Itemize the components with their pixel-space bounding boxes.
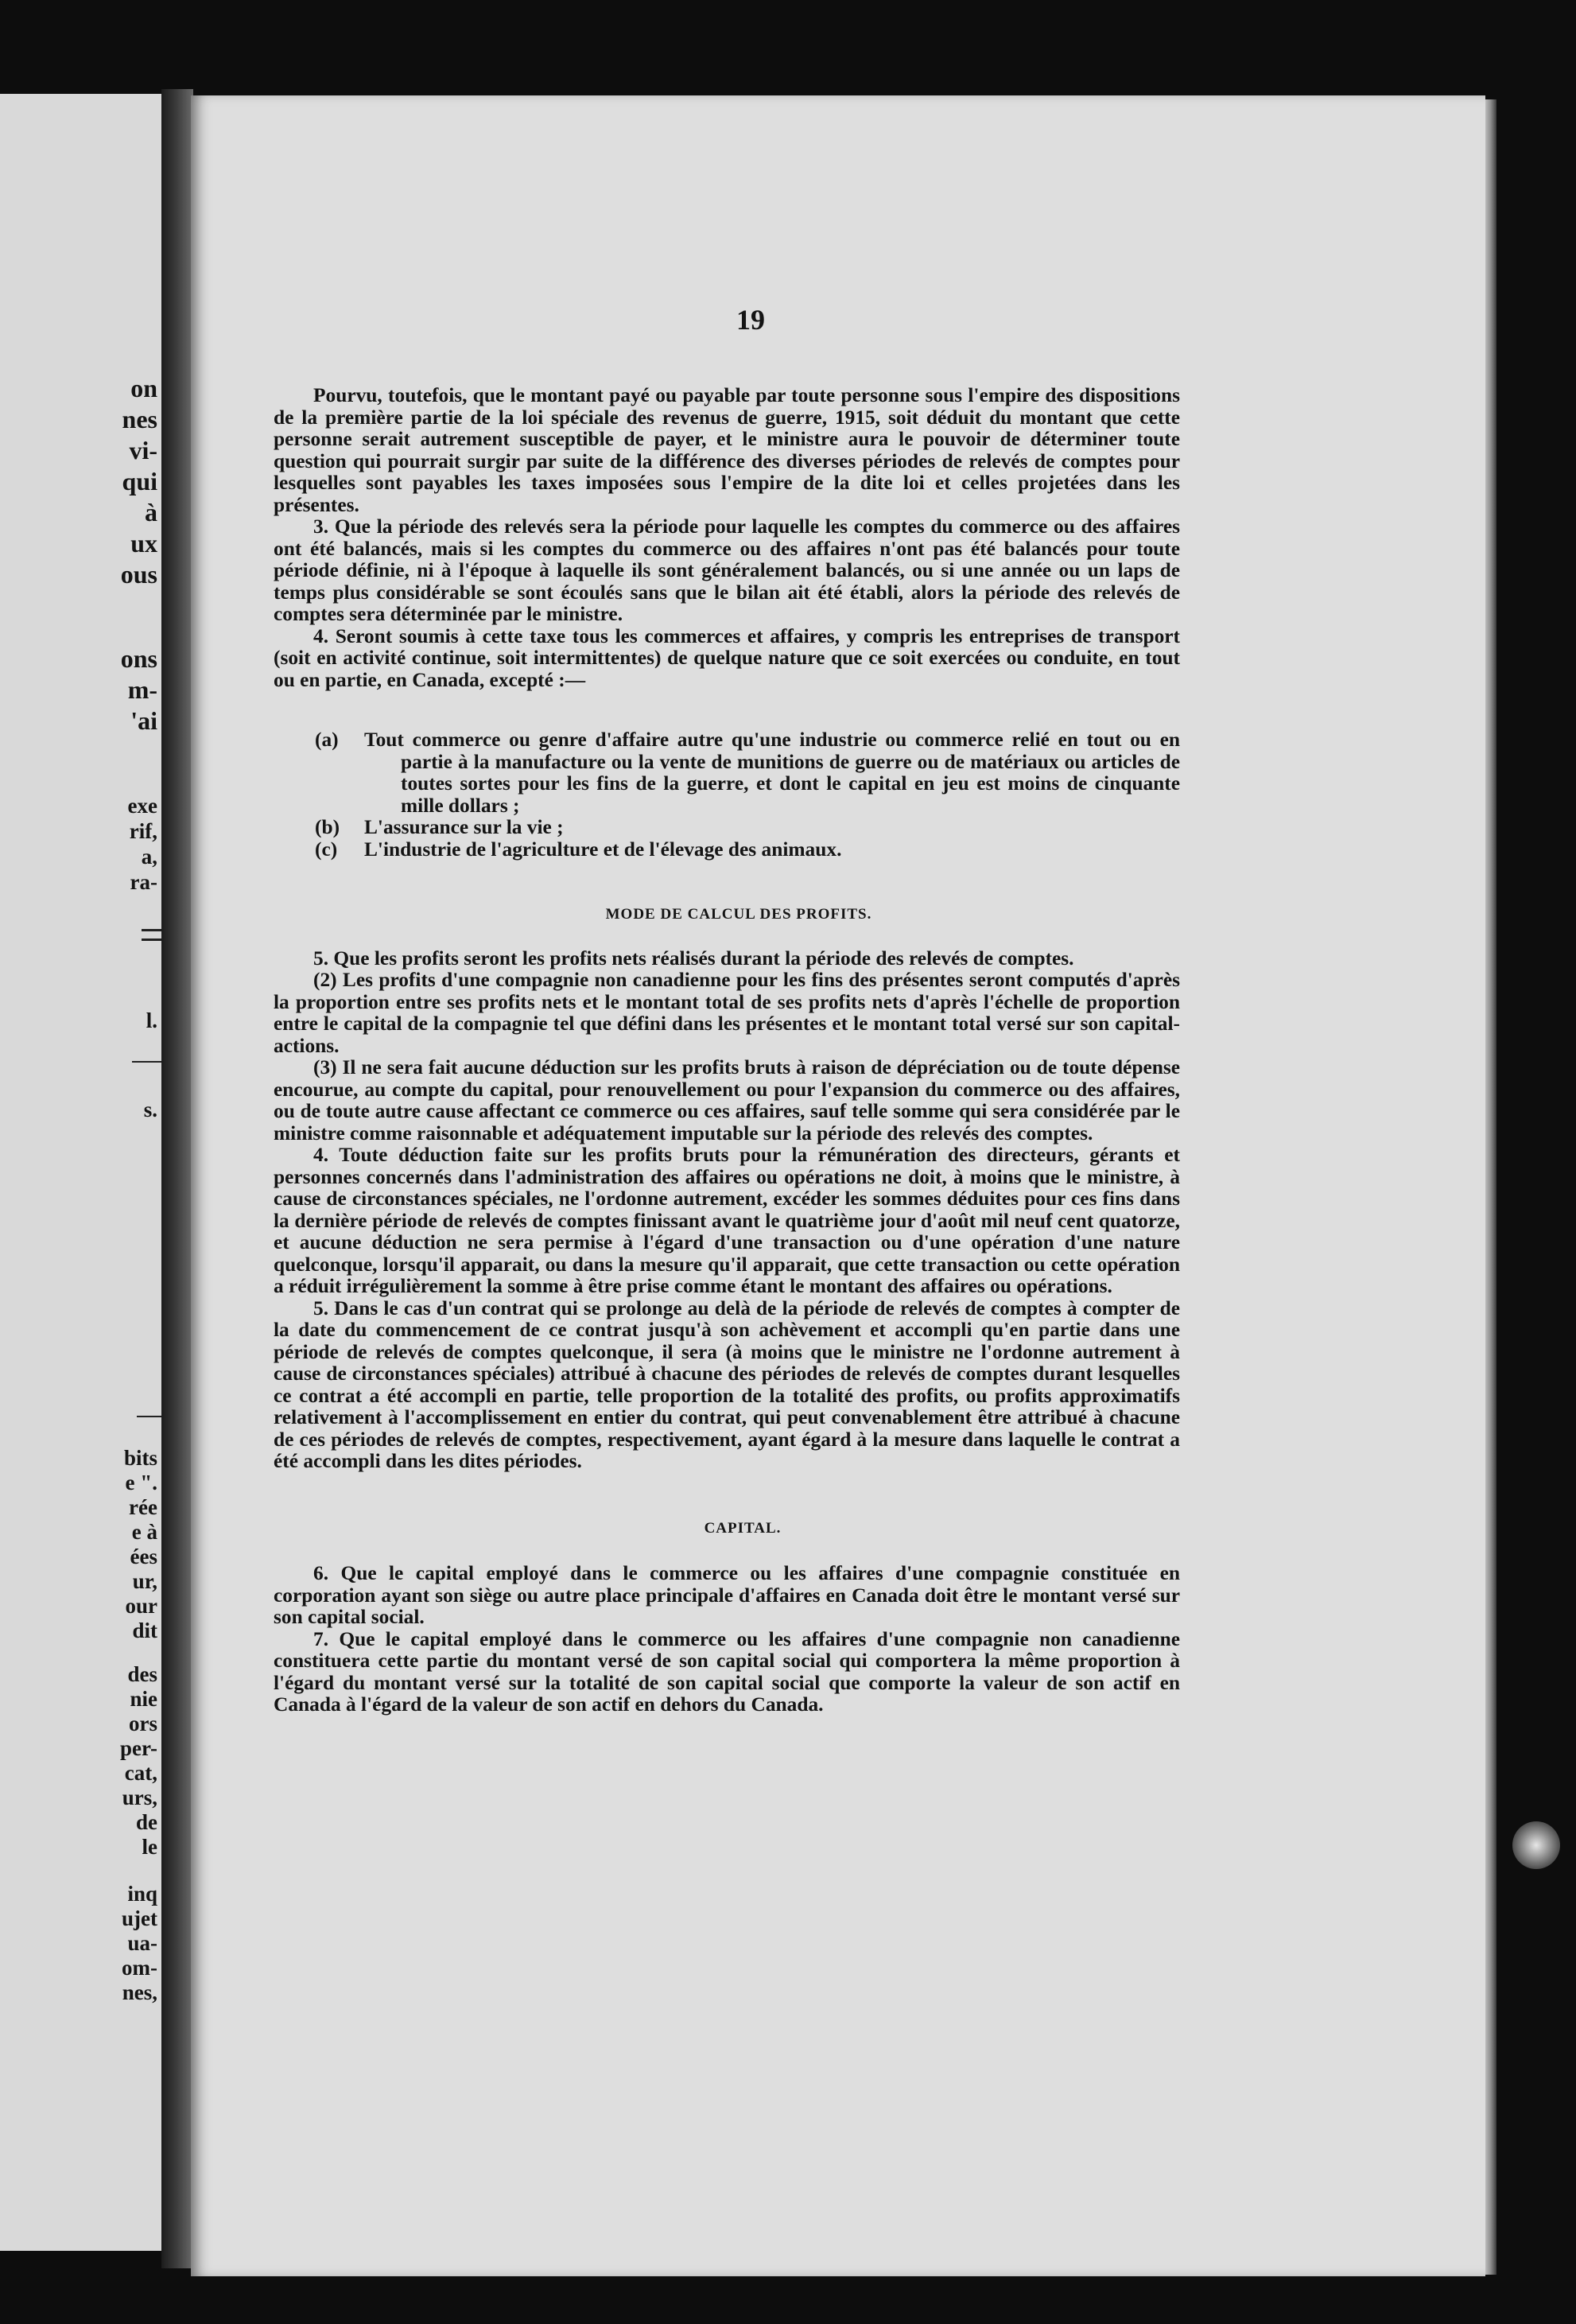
left-fragment: ors [129, 1712, 157, 1735]
left-fragment: nes [122, 405, 157, 433]
exclusion-item [274, 839, 1180, 861]
page-number: 19 [736, 304, 765, 336]
left-fragment: ujet [122, 1906, 157, 1930]
left-fragment: nes, [122, 1980, 157, 2004]
clause-5-3: (3) Il ne sera fait aucune déduction sur les profits bruts à raison de dépréciation ou de toute dépense encourue, au compte du capital, pour renouvellement ou pour l'expansion du commerce ou des affaires, ou de toute autre cause affectant ce commerce ou ces affaires, sauf telle somme qui sera considérée par le ministre comme raisonnable et adéquatement imputable sur la période des relevés des comptes. [274, 1056, 1180, 1145]
page-edge-shadow [1485, 99, 1496, 2275]
left-fragment: e à [131, 1520, 157, 1544]
clause-5-5: 5. Dans le cas d'un contrat qui se prolonge au delà de la période de relevés de comptes à compter de la date du commencement de ce contrat jusqu'à son achèvement et accompli qu'en partie dans une période de relevés de comptes quelconque, il sera (à moins que le ministre ne l'ordonne autrement à cause de circonstances spéciales) attribué à chacune des périodes de relevés de comptes durant lesquelles ce contrat a été accompli en partie, telle proportion de la totalité des profits, ou profits approximatifs relativement à l'accomplissement en entier du contrat, qui peut convenablement être attribué à chacune de ces périodes de relevés de comptes, respectivement, ayant égard à la mesure dans laquelle le contrat a été accompli dans les dites périodes. [274, 1296, 1180, 1472]
left-fragment: s. [143, 1098, 157, 1121]
clause-5-2: (2) Les profits d'une compagnie non canadienne pour les fins des présentes seront computés d'après la proportion entre ses profits nets et le montant total de ses profits nets d'après l'échelle de proportion entre le capital de la compagnie tel que défini dans les présentes et le montant total versé sur son capital-actions. [274, 969, 1180, 1057]
exclusion-label: (a) [315, 729, 339, 751]
scan-glare [1512, 1821, 1560, 1869]
section-heading-capital: CAPITAL. [704, 1519, 782, 1537]
clause-5: 5. Que les profits seront les profits nets réalisés durant la période des relevés de comptes. [313, 946, 1074, 970]
exclusion-text: Tout commerce ou genre d'affaire autre qu'une industrie ou commerce relié en tout ou en partie à la manufacture ou la vente de munitions de guerre ou de matériaux ou articles de toutes sortes pour les fins de la guerre, et dont le capital en jeu est moins de cinquante mille dollars ; [364, 729, 1180, 817]
exclusion-item [274, 817, 1180, 839]
left-fragment: ons [120, 644, 157, 673]
proviso-paragraph: Pourvu, toutefois, que le montant payé ou payable par toute personne sous l'empire des dispositions de la première partie de la loi spéciale des revenus de guerre, 1915, soit déduit du montant que cette personne serait autrement susceptible de payer, et le ministre aura le pouvoir de déterminer toute question qui pourrait surgir par suite de la différence des diverses périodes de relevés de comptes pour lesquelles sont payables les taxes imposées sous l'empire de la dite loi et celles projetées dans les présentes. [274, 384, 1180, 516]
left-fragment: ur, [132, 1569, 157, 1593]
left-fragment: inq [127, 1882, 157, 1906]
left-fragment: de [136, 1810, 157, 1834]
left-fragment: ous [120, 560, 157, 589]
document-page [191, 95, 1485, 2276]
left-fragment: qui [122, 467, 157, 496]
left-fragment: à [145, 498, 157, 527]
left-fragment: ées [130, 1545, 157, 1568]
left-fragment: om- [122, 1956, 157, 1980]
book-spine-gutter [161, 89, 193, 2268]
left-fragment: per- [120, 1736, 157, 1760]
section-heading-profits: MODE DE CALCUL DES PROFITS. [605, 906, 872, 923]
left-fragment: dit [132, 1619, 157, 1642]
left-fragment: ra- [130, 870, 157, 894]
left-fragment: ux [130, 529, 157, 558]
left-fragment: our [125, 1594, 157, 1618]
left-fragment: l. [146, 1008, 157, 1032]
left-fragment: e ". [125, 1471, 157, 1494]
clause-4: 4. Seront soumis à cette taxe tous les commerces et affaires, y compris les entreprises de transport (soit en activité continue, soit intermittentes) de quelque nature que ce soit exercées ou conduite, en tout ou en partie, en Canada, excepté :— [274, 624, 1180, 691]
clause-3: 3. Que la période des relevés sera la période pour laquelle les comptes du commerce ou des affaires ont été balancés, mais si les comptes du commerce ou des affaires n'ont pas été balancés pour toute période définie, ni à l'époque à laquelle ils sont généralement balancés, ou si une année ou un laps de temps plus considérable se sont écoulés sans que le bilan ait été établi, alors la période des relevés de comptes sera déterminée par le ministre. [274, 515, 1180, 625]
exclusion-text: L'industrie de l'agriculture et de l'élevage des animaux. [364, 837, 842, 861]
left-fragment: cat, [124, 1761, 157, 1785]
left-fragment: m- [127, 675, 157, 704]
exclusion-text: L'assurance sur la vie ; [364, 816, 564, 838]
exclusion-label: (c) [315, 837, 338, 861]
left-fragment: 'ai [130, 706, 157, 735]
left-fragment: bits [123, 1446, 157, 1470]
left-fragment: rif, [129, 819, 157, 843]
left-fragment: urs, [122, 1786, 157, 1809]
exclusion-label: (b) [315, 816, 340, 838]
page-text [274, 304, 1180, 1716]
clause-6: 6. Que le capital employé dans le commerce ou les affaires d'une compagnie constituée en corporation ayant son siège ou autre place principale d'affaires en Canada doit être le montant versé sur son capital social. [274, 1562, 1180, 1628]
left-fragment: nie [130, 1687, 157, 1711]
left-fragment: rée [129, 1495, 157, 1519]
left-fragment: des [127, 1662, 157, 1686]
left-fragment: le [142, 1835, 157, 1859]
facing-page-edge [0, 94, 169, 2251]
exclusion-item [274, 729, 1180, 817]
left-fragment: on [130, 374, 157, 402]
left-fragment: a, [141, 845, 157, 869]
clause-7: 7. Que le capital employé dans le commerce ou les affaires d'une compagnie non canadienne constituera cette partie du montant versé de son capital social qui comportera la même proportion à l'égard du montant versé sur la totalité de son capital social que comporte la valeur de son actif en Canada à l'égard de la valeur de son actif en dehors du Canada. [274, 1627, 1180, 1716]
exclusion-list [274, 729, 1180, 861]
clause-5-4: 4. Toute déduction faite sur les profits bruts pour la rémunération des directeurs, gérants et personnes concernés dans l'administration des affaires ou opérations ne doit, à moins que le ministre, à cause de circonstances spéciales, ne l'ordonne autrement, excéder les sommes déduites pour ces fins dans la dernière période de relevés de comptes finissant avant le quatrième jour d'août mil neuf cent quatorze, et aucune déduction ne sera permise à l'égard d'une transaction ou d'une opération d'une nature quelconque, lorsqu'il apparait, ou dans la mesure qu'il apparait, que cette transaction ou cette opération a réduit irrégulièrement la somme à être prise comme étant le montant des affaires ou opérations. [274, 1144, 1180, 1297]
left-fragment: exe [127, 794, 157, 818]
left-fragment: ua- [127, 1931, 157, 1955]
left-fragment: vi- [129, 436, 157, 464]
